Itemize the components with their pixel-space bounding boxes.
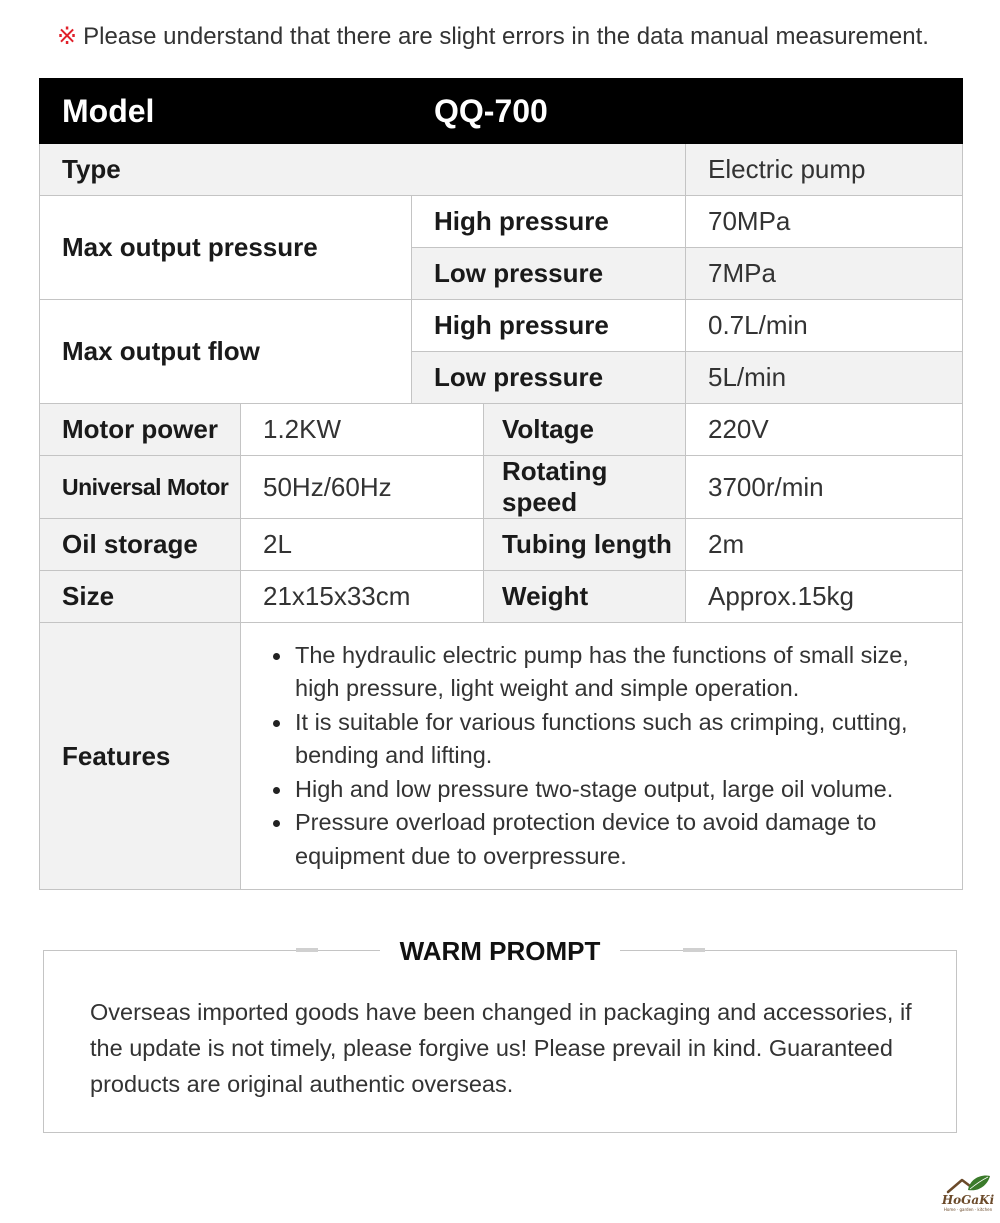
type-label: Type [40,144,686,196]
type-value: Electric pump [686,144,963,196]
universal-motor-label: Universal Motor [40,456,241,519]
weight-value: Approx.15kg [686,571,963,623]
motor-power-label: Motor power [40,404,241,456]
logo-tagline: Home · garden · kitchen [943,1207,993,1212]
universal-motor-row [40,456,963,519]
flow-high-value: 0.7L/min [686,300,963,352]
warm-prompt-text: Overseas imported goods have been changed in packaging and accessories, if the update is not timely, please forgive us! Please prevail in kind. Guaranteed products are original authentic overseas. [90,999,912,1097]
flow-low-label: Low pressure [412,352,686,404]
measurement-notice [57,22,929,51]
flow-high-label: High pressure [412,300,686,352]
features-list [241,625,962,888]
features-cell [241,623,963,890]
voltage-value: 220V [686,404,963,456]
hogaki-logo [940,1170,996,1214]
feature-item: The hydraulic electric pump has the functions of small size, high pressure, light weight and simple operation. [273,639,938,706]
notice-text: Please understand that there are slight errors in the data manual measurement. [83,23,929,50]
title-dash-left [296,948,318,952]
model-row [40,79,963,144]
features-row [40,623,963,890]
rotating-speed-value: 3700r/min [686,456,963,519]
tubing-length-label: Tubing length [484,519,686,571]
model-label: Model [40,79,412,144]
spec-table [39,78,963,890]
logo-roof-icon [948,1180,970,1192]
oil-storage-label: Oil storage [40,519,241,571]
oil-storage-row [40,519,963,571]
reference-mark-icon: ※ [57,23,78,50]
warm-prompt-title: WARM PROMPT [380,936,620,966]
rotating-speed-label: Rotating speed [484,456,686,519]
logo-name: HoGaKi [941,1193,995,1207]
size-label: Size [40,571,241,623]
model-value: QQ-700 [412,79,963,144]
type-row [40,144,963,196]
size-row [40,571,963,623]
voltage-label: Voltage [484,404,686,456]
pressure-low-value: 7MPa [686,248,963,300]
oil-storage-value: 2L [241,519,484,571]
feature-item: Pressure overload protection device to avoid damage to equipment due to overpressure. [273,806,938,873]
max-output-pressure-label: Max output pressure [40,196,412,300]
max-output-flow-label: Max output flow [40,300,412,404]
weight-label: Weight [484,571,686,623]
pressure-low-label: Low pressure [412,248,686,300]
feature-item: It is suitable for various functions such as crimping, cutting, bending and lifting. [273,706,938,773]
pressure-high-value: 70MPa [686,196,963,248]
motor-power-row [40,404,963,456]
flow-low-value: 5L/min [686,352,963,404]
motor-power-value: 1.2KW [241,404,484,456]
features-label: Features [40,623,241,890]
flow-high-row [40,300,963,352]
feature-item: High and low pressure two-stage output, large oil volume. [273,773,938,807]
tubing-length-value: 2m [686,519,963,571]
pressure-high-row [40,196,963,248]
size-value: 21x15x33cm [241,571,484,623]
universal-motor-value: 50Hz/60Hz [241,456,484,519]
pressure-high-label: High pressure [412,196,686,248]
title-dash-right [683,948,705,952]
